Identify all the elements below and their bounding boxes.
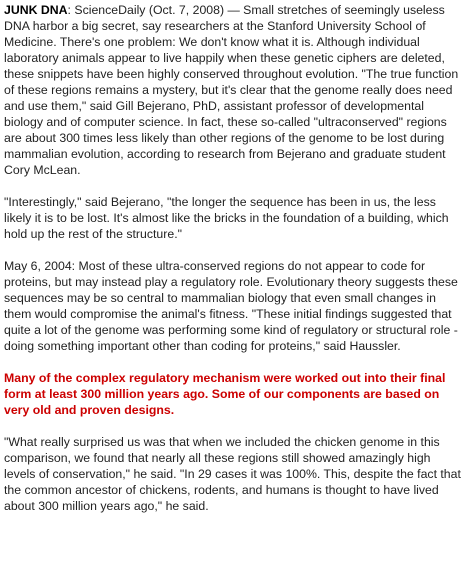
paragraph-junk-dna-text: : ScienceDaily (Oct. 7, 2008) — Small stretches of seemingly useless DNA harbor a big secret, say researchers at the Stanford University School of Medicine. There's one problem: We don't know what it is. Although individual laboratory animals appear to live happily when these genetic ciphers are deleted, these snippets have been highly conserved throughout evolution. "The true function of these regions remains a mystery, but it's clear that the genome really does need and use them," said Gill Bejerano, PhD, assistant professor of developmental biology and of computer science. In fact, these so-called "ultraconserved" regions are about 300 times less likely than other regions of the genome to be lost during mammalian evolution, according to research from Bejerano and graduate student Cory McLean.	[4, 3, 459, 177]
highlight-statement: Many of the complex regulatory mechanism were worked out into their final form at least 300 million years ago. Some of our components are based on very old and proven designs.	[4, 371, 446, 417]
paragraph-junk-dna	[4, 2, 464, 178]
paragraph-chicken-genome: "What really surprised us was that when we included the chicken genome in this comparison, we found that nearly all these regions still showed amazingly high levels of conservation," he said. "In 29 cases it was 100%. This, despite the fact that the common ancestor of chickens, rodents, and humans is thought to have lived about 300 million years ago," he said.	[4, 435, 461, 513]
paragraph-may-2004: May 6, 2004: Most of these ultra-conserved regions do not appear to code for proteins, but may instead play a regulatory role. Evolutionary theory suggests these sequences may be so central to mammalian biology that even small changes in them would compromise the animal's fitness. "These initial findings suggested that quite a lot of the genome was performing some kind of regulatory or structural role - doing something important other than coding for proteins," said Haussler.	[4, 259, 458, 353]
junk-dna-label: JUNK DNA	[4, 3, 68, 17]
paragraph-bejerano-quote: "Interestingly," said Bejerano, "the longer the sequence has been in us, the less likely it is to be lost. It's almost like the bricks in the foundation of a building, which hold up the rest of the structure."	[4, 195, 449, 241]
